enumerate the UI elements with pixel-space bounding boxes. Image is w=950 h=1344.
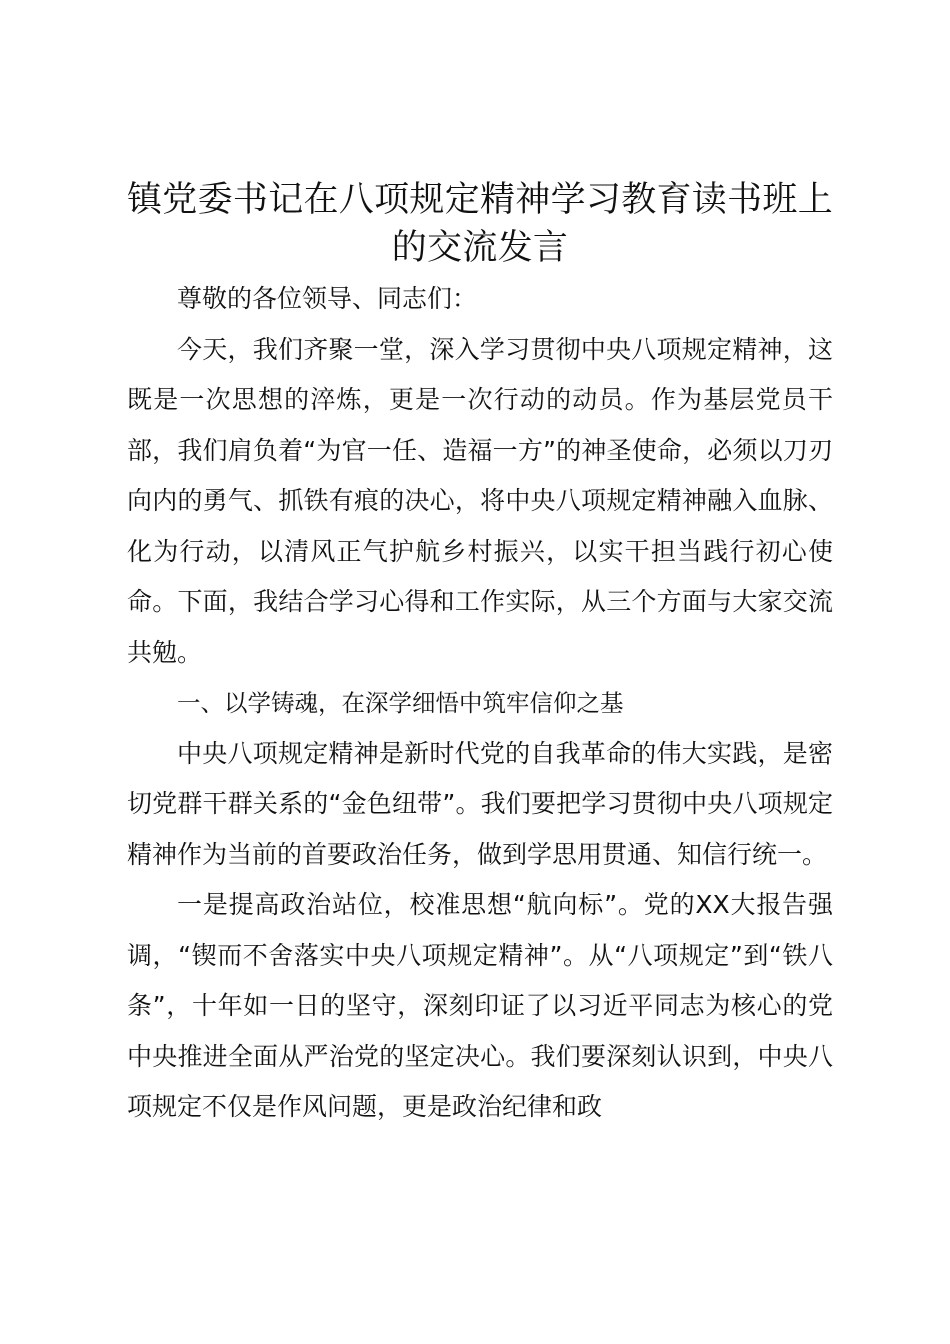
document-title [127, 176, 833, 272]
intro-paragraph: 今天，我们齐聚一堂，深入学习贯彻中央八项规定精神，这既是一次思想的淬炼，更是一次行动的动员。作为基层党员干部，我们肩负着“为官一任、造福一方”的神圣使命，必须以刀刃向内的勇气、抓铁有痕的决心，将中央八项规定精神融入血脉、化为行动，以清风正气护航乡村振兴，以实干担当践行初心使命。下面，我结合学习心得和工作实际，从三个方面与大家交流共勉。 [127, 334, 833, 667]
title-line-2: 的交流发言 [391, 228, 569, 268]
section-1-paragraph-1: 中央八项规定精神是新时代党的自我革命的伟大实践，是密切党群干群关系的“金色纽带”。我们要把学习贯彻中央八项规定精神作为当前的首要政治任务，做到学思用贯通、知信行统一。 [127, 738, 833, 869]
section-1-paragraph-2: 一是提高政治站位，校准思想“航向标”。党的XX大报告强调，“锲而不舍落实中央八项规定精神”。从“八项规定”到“铁八条”，十年如一日的坚守，深刻印证了以习近平同志为核心的党中央推进全面从严治党的坚定决心。我们要深刻认识到，中央八项规定不仅是作风问题，更是政治纪律和政 [127, 890, 833, 1121]
title-line-1: 镇党委书记在八项规定精神学习教育读书班上 [127, 180, 834, 220]
section-1-heading: 一、以学铸魂，在深学细悟中筑牢信仰之基 [177, 689, 624, 717]
document-body [127, 176, 833, 1133]
salutation: 尊敬的各位领导、同志们： [177, 284, 478, 313]
